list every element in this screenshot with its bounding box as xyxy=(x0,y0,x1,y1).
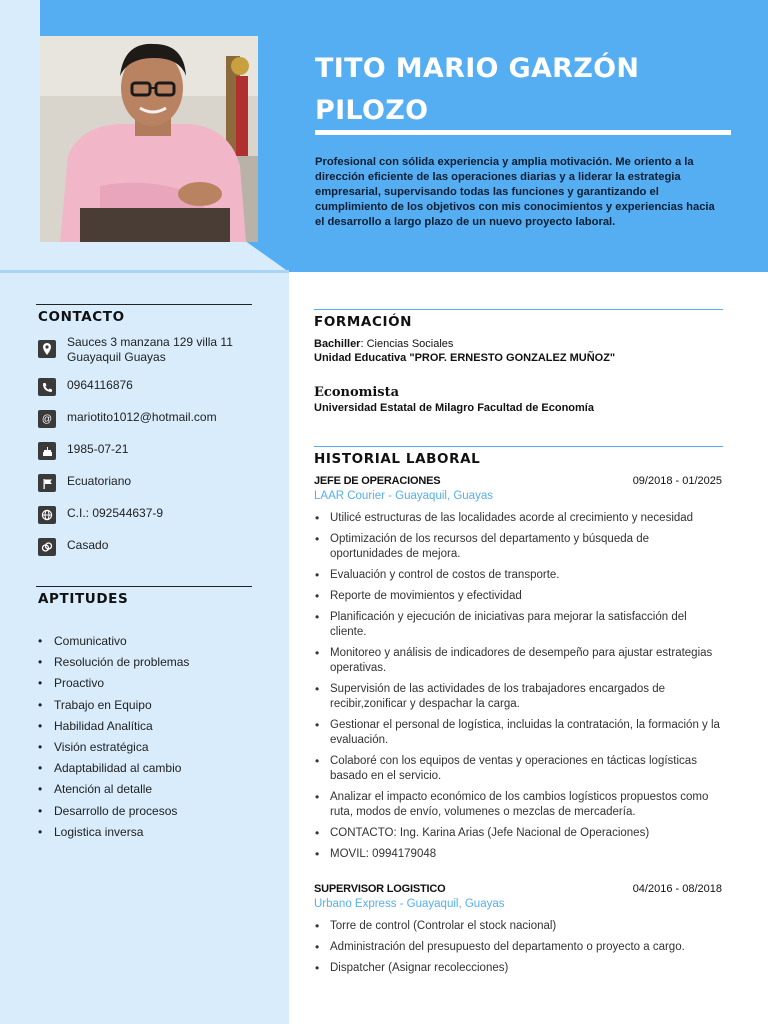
job-header-1 xyxy=(314,474,722,488)
skills-section xyxy=(36,586,252,607)
degree-field: : Ciencias Sociales xyxy=(360,338,454,350)
name-underline xyxy=(315,130,731,135)
list-item: • CONTACTO: Ing. Karina Arias (Jefe Nacional de Operaciones) xyxy=(314,826,724,841)
sidebar-divider xyxy=(0,270,289,273)
contact-birthdate xyxy=(38,442,128,460)
education-section xyxy=(314,309,723,330)
profile-summary: Profesional con sólida experiencia y amplia motivación. Me oriento a la dirección eficiente de las operaciones diarias y a liderar la estrategia empresarial, supervisando todas las funciones y garantizando el cumplimiento de los objetivos con mis conocimientos y experiencias hacia el desarrollo a largo plazo de un nuevo proyecto laboral. xyxy=(315,156,715,228)
skill-item: • Atención al detalle xyxy=(38,781,189,802)
list-item: • Planificación y ejecución de iniciativas para mejorar la satisfacción del cliente. xyxy=(314,610,724,640)
work-title: HISTORIAL LABORAL xyxy=(314,451,481,467)
skill-item: • Habilidad Analítica xyxy=(38,718,189,739)
marital-status-text: Casado xyxy=(67,538,109,552)
email-icon: @ xyxy=(38,410,56,428)
skill-item: • Visión estratégica xyxy=(38,739,189,760)
job-bullets-1 xyxy=(314,511,724,868)
job-bullets-2 xyxy=(314,919,724,982)
contact-title: CONTACTO xyxy=(38,309,125,325)
skill-item: • Trabajo en Equipo xyxy=(38,697,189,718)
list-item: • Torre de control (Controlar el stock nacional) xyxy=(314,919,724,934)
list-item: • Optimización de los recursos del departamento y búsqueda de oportunidades de mejora. xyxy=(314,532,724,562)
phone-text: 0964116876 xyxy=(67,378,133,392)
list-item: • Evaluación y control de costos de transporte. xyxy=(314,568,724,583)
list-item: • Monitoreo y análisis de indicadores de desempeño para ajustar estrategias operativas. xyxy=(314,646,724,676)
profile-photo xyxy=(40,36,258,242)
school-1: Unidad Educativa "PROF. ERNESTO GONZALEZ MUÑOZ" xyxy=(314,352,616,364)
education-title: FORMACIÓN xyxy=(314,314,413,330)
job-title-1: JEFE DE OPERACIONES xyxy=(314,475,441,487)
work-rule xyxy=(314,446,723,447)
skill-item: • Logistica inversa xyxy=(38,824,189,845)
skills-title: APTITUDES xyxy=(38,591,129,607)
education-entry-1 xyxy=(314,337,615,365)
list-item: • Reporte de movimientos y efectividad xyxy=(314,589,724,604)
education-entry-2 xyxy=(314,384,594,415)
skill-item: • Resolución de problemas xyxy=(38,654,189,675)
contact-rule xyxy=(36,304,252,305)
sidebar-top xyxy=(0,0,40,240)
skill-item: • Adaptabilidad al cambio xyxy=(38,760,189,781)
globe-icon xyxy=(38,506,56,524)
contact-section xyxy=(36,304,252,325)
email-text[interactable]: mariotito1012@hotmail.com xyxy=(67,410,217,424)
list-item: • Supervisión de las actividades de los trabajadores encargados de recibir,zonificar y despachar la carga. xyxy=(314,682,724,712)
list-item: • MOVIL: 0994179048 xyxy=(314,847,724,862)
job-title-2: SUPERVISOR LOGISTICO xyxy=(314,883,446,895)
degree-bachiller: Bachiller xyxy=(314,338,361,350)
nationality-text: Ecuatoriano xyxy=(67,474,132,488)
job-dates-2: 04/2016 - 08/2018 xyxy=(632,883,722,895)
job-company-2: Urbano Express - Guayaquil, Guayas xyxy=(314,898,505,910)
list-item: • Analizar el impacto económico de los cambios logísticos propuestos como ruta, modos de envío, volumenes o mezclas de mercadería. xyxy=(314,790,724,820)
skills-rule xyxy=(36,586,252,587)
contact-phone xyxy=(38,378,133,396)
contact-marital-status xyxy=(38,538,108,556)
birthdate-text: 1985-07-21 xyxy=(67,442,129,456)
contact-address xyxy=(38,335,237,365)
school-2: Universidad Estatal de Milagro Facultad de Economía xyxy=(314,402,594,414)
contact-nationality xyxy=(38,474,131,492)
flag-icon xyxy=(38,474,56,492)
list-item: • Gestionar el personal de logística, incluidas la contratación, la formación y la evaluación. xyxy=(314,718,724,748)
work-section xyxy=(314,446,723,467)
degree-economista: Economista xyxy=(314,385,400,400)
contact-id xyxy=(38,506,163,524)
skills-list xyxy=(38,633,189,845)
job-header-2 xyxy=(314,882,722,896)
skill-item: • Proactivo xyxy=(38,675,189,696)
location-icon xyxy=(38,340,56,358)
id-text: C.I.: 092544637-9 xyxy=(67,506,164,520)
education-rule xyxy=(314,309,723,310)
list-item: • Administración del presupuesto del departamento o proyecto a cargo. xyxy=(314,940,724,955)
skill-item: • Desarrollo de procesos xyxy=(38,803,189,824)
job-company-1: LAAR Courier - Guayaquil, Guayas xyxy=(314,490,493,502)
skill-item: • Comunicativo xyxy=(38,633,189,654)
phone-icon xyxy=(38,378,56,396)
job-dates-1: 09/2018 - 01/2025 xyxy=(632,475,722,487)
full-name: TITO MARIO GARZÓN PILOZO xyxy=(315,53,640,126)
contact-email[interactable] xyxy=(38,410,217,428)
list-item: • Utilicé estructuras de las localidades acorde al crecimiento y necesidad xyxy=(314,511,724,526)
birthday-cake-icon xyxy=(38,442,56,460)
list-item: • Colaboré con los equipos de ventas y operaciones en tácticas logísticas basado en el servicio. xyxy=(314,754,724,784)
list-item: • Dispatcher (Asignar recolecciones) xyxy=(314,961,724,976)
address-text: Sauces 3 manzana 129 villa 11 Guayaquil Guayas xyxy=(67,335,233,364)
rings-icon xyxy=(38,538,56,556)
